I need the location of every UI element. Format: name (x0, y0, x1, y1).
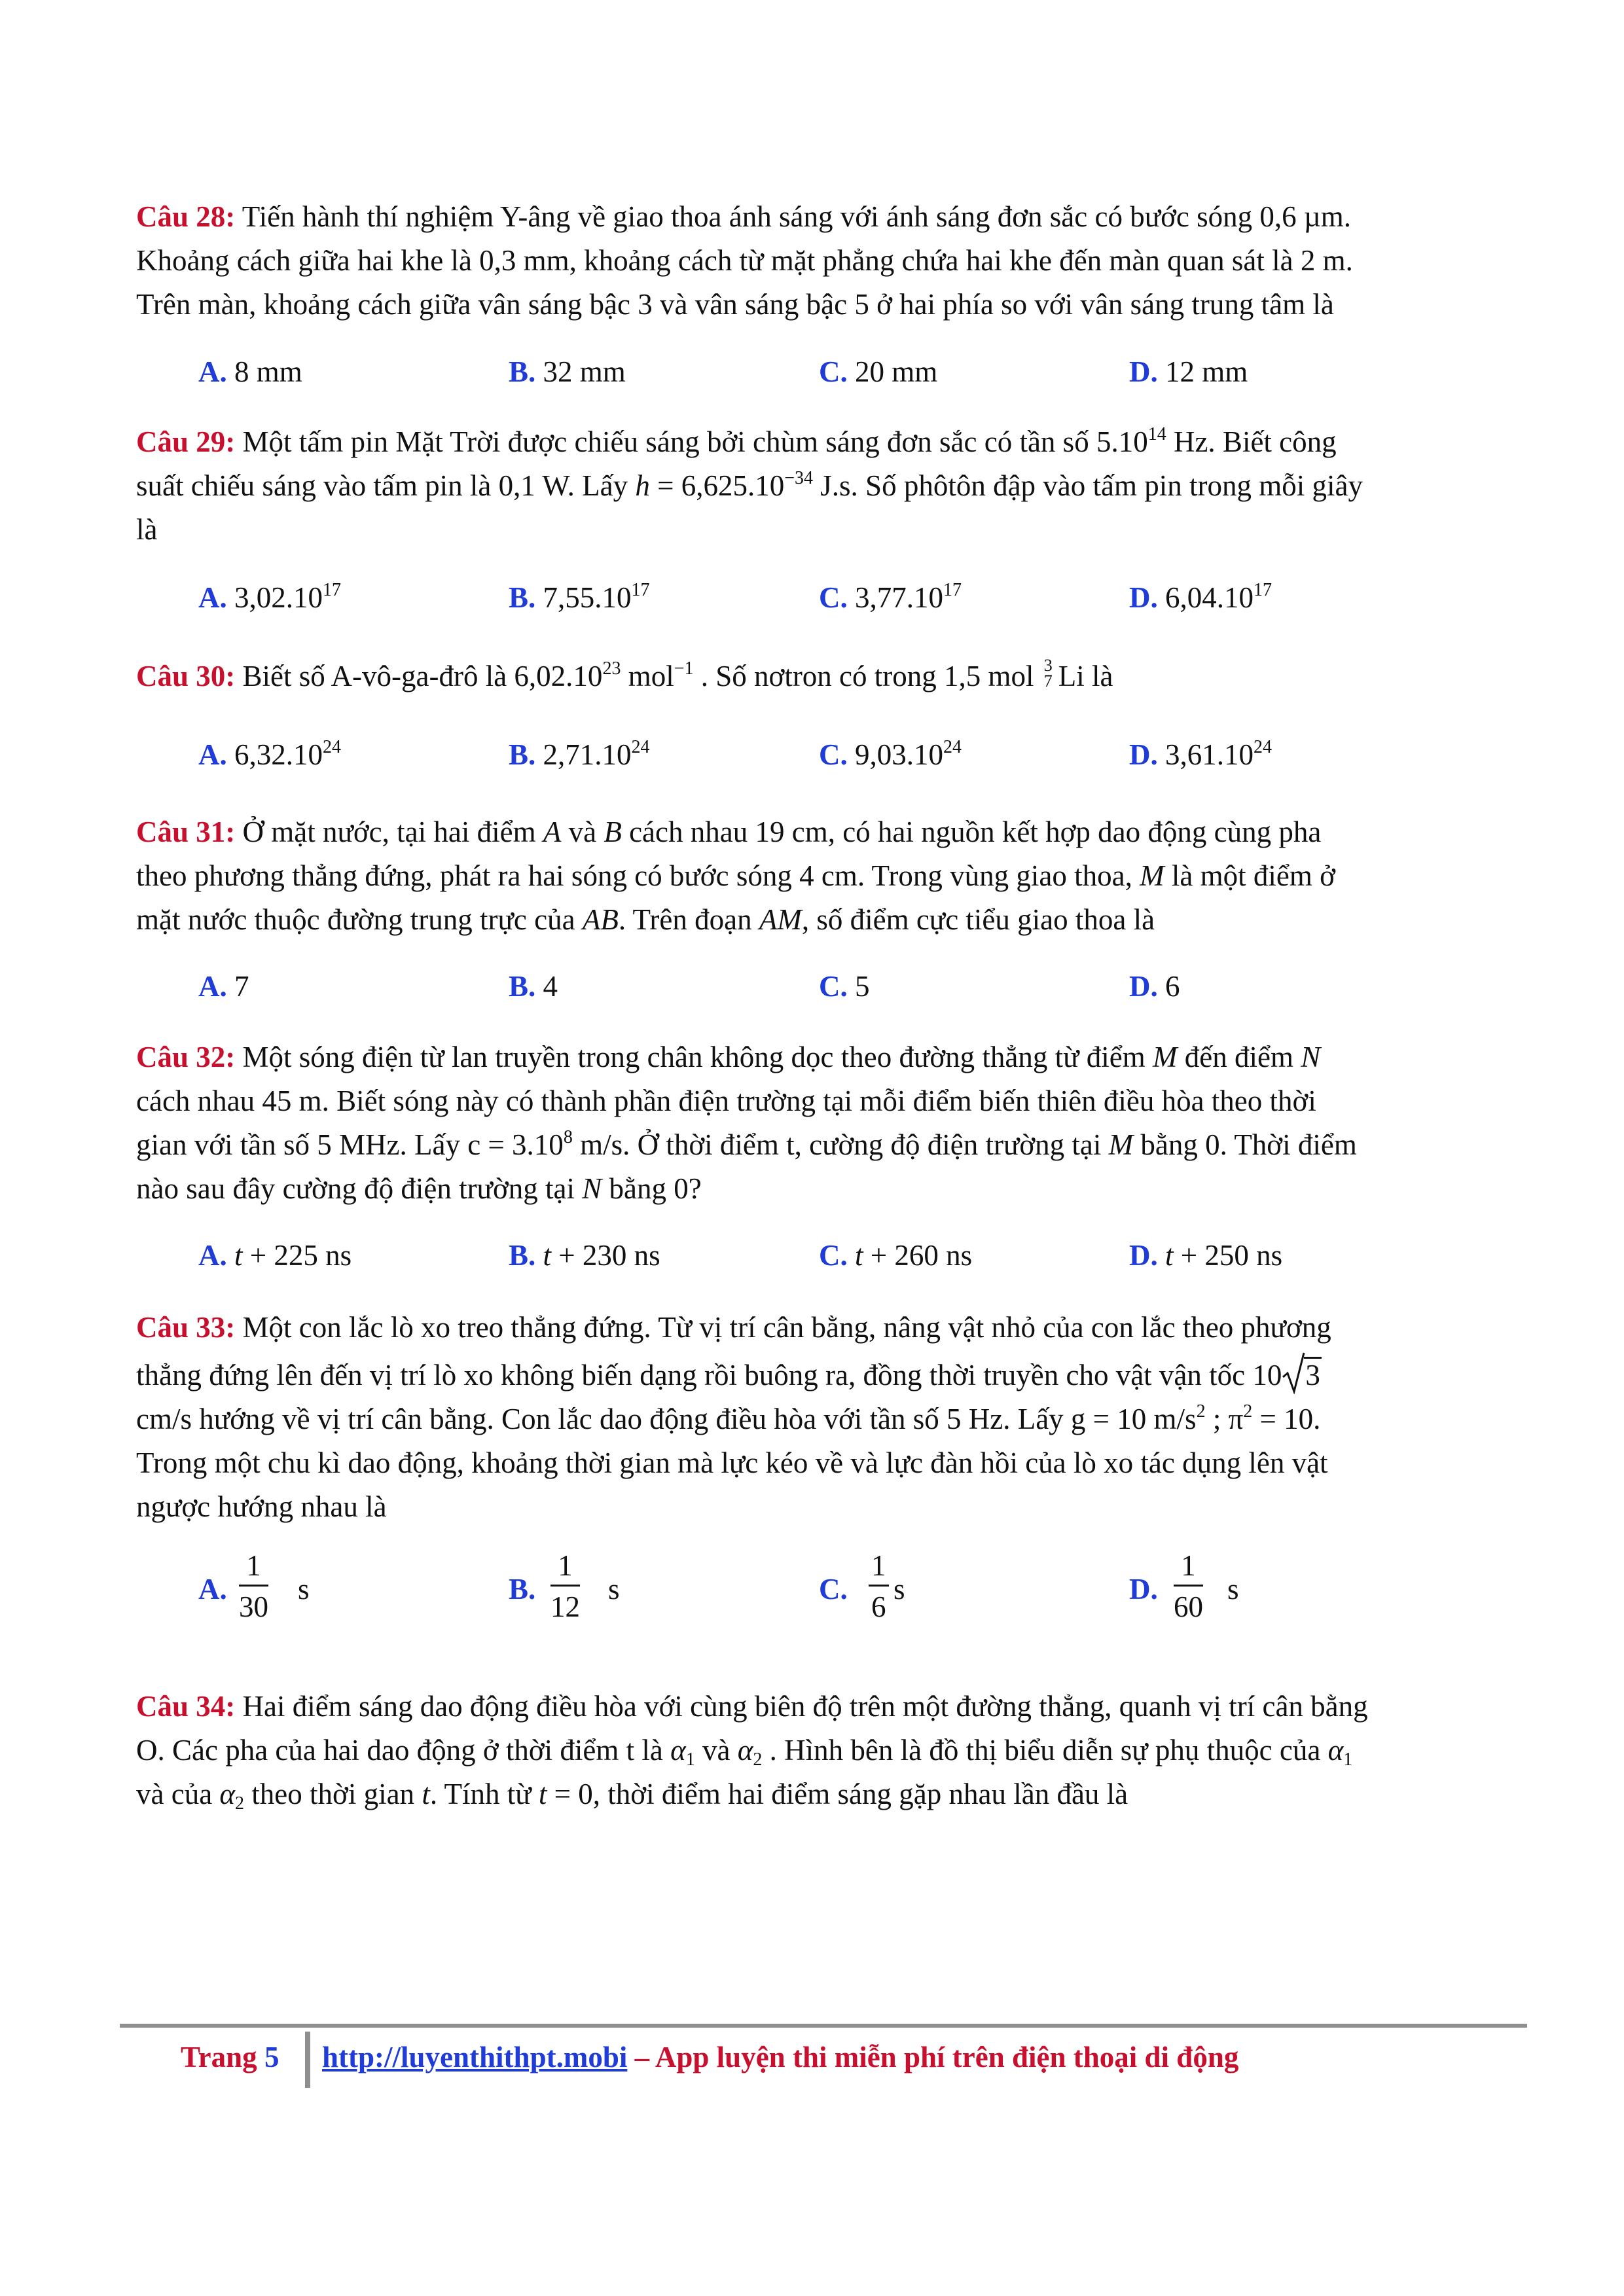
options-29 (198, 576, 1475, 620)
time-symbol: t (1165, 1239, 1174, 1272)
option-text: 3,02.10 (226, 581, 323, 614)
option-label: D. (1129, 738, 1158, 771)
question-text: . Số nơtron có trong 1,5 mol (693, 660, 1041, 692)
options-31 (198, 965, 1475, 1009)
option-d[interactable] (1129, 1549, 1260, 1623)
footer-divider (120, 2024, 1527, 2028)
option-text: 6 (1157, 970, 1180, 1003)
option-c[interactable] (819, 576, 962, 620)
radicand: 3 (1304, 1357, 1322, 1391)
question-label: Câu 28: (136, 200, 236, 233)
segment-ab: AB (582, 903, 619, 936)
exponent: 24 (631, 737, 650, 757)
option-label: A. (198, 1239, 227, 1272)
numerator: 1 (239, 1547, 268, 1587)
option-label: C. (819, 738, 848, 771)
option-b[interactable] (509, 576, 650, 620)
question-text: gian với tần số 5 MHz. Lấy c = 3.10 (136, 1128, 564, 1161)
option-label: B. (509, 738, 536, 771)
exponent: 24 (1254, 737, 1272, 757)
option-b[interactable] (509, 350, 626, 394)
time-symbol: t (538, 1778, 547, 1810)
option-c[interactable] (819, 350, 937, 394)
option-c[interactable] (819, 1234, 972, 1278)
option-label: A. (198, 970, 227, 1003)
fraction (550, 1547, 580, 1627)
page-word: Trang (181, 2041, 264, 2073)
fraction (239, 1547, 268, 1627)
option-label: B. (509, 970, 536, 1003)
numerator: 1 (869, 1547, 889, 1587)
symbol-h: h (635, 469, 650, 502)
question-34 (136, 1685, 1511, 1816)
question-label: Câu 33: (136, 1311, 236, 1344)
atomic-number: 7 (1043, 672, 1053, 691)
question-text: Một sóng điện từ lan truyền trong chân không dọc theo đường thẳng từ điểm (235, 1041, 1153, 1073)
option-a[interactable] (198, 965, 249, 1009)
option-text: + 260 ns (863, 1239, 973, 1272)
question-text: cách nhau 19 cm, có hai nguồn kết hợp dao động cùng pha (621, 816, 1322, 848)
option-b[interactable] (509, 965, 558, 1009)
question-text: = 0, thời điểm hai điểm sáng gặp nhau lần đầu là (547, 1778, 1128, 1810)
nuclide-notation (1041, 657, 1058, 690)
options-32 (198, 1234, 1475, 1278)
question-text: theo phương thẳng đứng, phát ra hai sóng có bước sóng 4 cm. Trong vùng giao thoa, (136, 859, 1140, 892)
question-text: , số điểm cực tiểu giao thoa là (801, 903, 1155, 936)
denominator: 30 (239, 1590, 268, 1623)
option-c[interactable] (819, 1549, 950, 1623)
exponent: 24 (323, 737, 341, 757)
question-text: là một điểm ở (1164, 859, 1335, 892)
question-text: m/s. Ở thời điểm t, cường độ điện trường tại (572, 1128, 1109, 1161)
option-d[interactable] (1129, 576, 1272, 620)
option-text: 7,55.10 (535, 581, 632, 614)
option-a[interactable] (198, 1549, 329, 1623)
option-d[interactable] (1129, 733, 1272, 777)
exponent: 17 (631, 580, 650, 600)
option-text: 3,77.10 (847, 581, 943, 614)
point-n: N (582, 1172, 602, 1205)
unit: s (298, 1573, 310, 1605)
option-a[interactable] (198, 576, 341, 620)
question-text: O. Các pha của hai dao động ở thời điểm t là (136, 1734, 671, 1767)
footer-separator (305, 2032, 310, 2088)
question-text: ngược hướng nhau là (136, 1490, 387, 1523)
question-30 (136, 655, 1511, 698)
denominator: 60 (1174, 1590, 1203, 1623)
question-text: . Tính từ (429, 1778, 539, 1810)
point-m: M (1153, 1041, 1178, 1073)
fraction (869, 1547, 889, 1627)
alpha-symbol: α (219, 1778, 236, 1810)
option-label: C. (819, 355, 848, 388)
options-28 (198, 350, 1475, 394)
question-text: ; π (1205, 1403, 1244, 1435)
mass-number: 3 (1043, 656, 1053, 675)
question-text: Hai điểm sáng dao động điều hòa với cùng biên độ trên một đường thẳng, quanh vị trí cân bằng (235, 1690, 1368, 1723)
question-text: Biết số A-vô-ga-đrô là 6,02.10 (235, 660, 603, 692)
question-28 (136, 195, 1511, 327)
option-a[interactable] (198, 350, 302, 394)
question-label: Câu 34: (136, 1690, 236, 1723)
question-text: = 6,625.10 (649, 469, 785, 502)
alpha-symbol: α (737, 1734, 753, 1767)
question-text: bằng 0? (602, 1172, 702, 1205)
time-symbol: t (234, 1239, 243, 1272)
subscript: 2 (753, 1749, 763, 1770)
option-c[interactable] (819, 733, 962, 777)
question-text: và (695, 1734, 738, 1767)
fraction (1174, 1547, 1203, 1627)
exponent: 2 (1196, 1401, 1206, 1422)
option-label: A. (198, 581, 227, 614)
option-label: D. (1129, 355, 1158, 388)
question-text: là (136, 513, 158, 546)
numerator: 1 (550, 1547, 580, 1587)
exponent: 8 (563, 1127, 573, 1147)
numerator: 1 (1174, 1547, 1203, 1587)
question-text: mol (621, 660, 674, 692)
option-b[interactable] (509, 733, 650, 777)
point-a: A (543, 816, 562, 848)
alpha-symbol: α (1327, 1734, 1344, 1767)
question-text: Trên màn, khoảng cách giữa vân sáng bậc 3 và vân sáng bậc 5 ở hai phía so với vân sáng trung tâm là (136, 288, 1334, 321)
option-b[interactable] (509, 1549, 640, 1623)
point-b: B (604, 816, 622, 848)
option-text: 32 mm (535, 355, 626, 388)
time-symbol: t (422, 1778, 430, 1810)
option-text: 5 (847, 970, 870, 1003)
point-m: M (1140, 859, 1164, 892)
unit: s (608, 1573, 620, 1605)
question-text: mặt nước thuộc đường trung trực của (136, 903, 583, 936)
question-text: . Hình bên là đồ thị biểu diễn sự phụ thuộc của (762, 1734, 1328, 1767)
option-text: 3,61.10 (1157, 738, 1254, 771)
question-text: cách nhau 45 m. Biết sóng này có thành phần điện trường tại mỗi điểm biến thiên điều hòa theo thời (136, 1085, 1316, 1117)
exponent: 17 (943, 580, 962, 600)
option-label: C. (819, 970, 848, 1003)
sqrt-expression (1282, 1354, 1322, 1397)
question-text: . Trên đoạn (618, 903, 759, 936)
point-m: M (1108, 1128, 1134, 1161)
time-symbol: t (855, 1239, 863, 1272)
option-label: A. (198, 738, 227, 771)
question-text: Trong một chu kì dao động, khoảng thời gian mà lực kéo về và lực đàn hồi của lò xo tác dụng lên vật (136, 1446, 1328, 1479)
option-label: B. (509, 1573, 536, 1605)
option-label: A. (198, 1573, 227, 1605)
option-text: 12 mm (1157, 355, 1248, 388)
question-label: Câu 30: (136, 660, 236, 692)
question-text: đến điểm (1177, 1041, 1301, 1073)
segment-am: AM (759, 903, 802, 936)
exponent: 24 (943, 737, 962, 757)
option-label: C. (819, 1239, 848, 1272)
option-text: 2,71.10 (535, 738, 632, 771)
page-num: 5 (264, 2041, 280, 2073)
exponent: 14 (1147, 424, 1166, 444)
question-text: Một tấm pin Mặt Trời được chiếu sáng bởi chùm sáng đơn sắc có tần số 5.10 (235, 425, 1148, 458)
radical-sign (1282, 1351, 1305, 1394)
options-33 (198, 1549, 1475, 1623)
question-label: Câu 32: (136, 1041, 236, 1073)
unit: s (893, 1573, 905, 1605)
footer-tagline: – App luyện thi miễn phí trên điện thoại di động (627, 2041, 1239, 2073)
options-30 (198, 733, 1475, 777)
question-text: thẳng đứng lên đến vị trí lò xo không biến dạng rồi buông ra, đồng thời truyền cho vật vận tốc 10 (136, 1359, 1282, 1391)
exponent: −34 (784, 468, 814, 488)
denominator: 12 (550, 1590, 580, 1623)
subscript: 1 (685, 1749, 695, 1770)
exponent: 17 (323, 580, 341, 600)
question-29 (136, 420, 1511, 552)
footer-text (322, 2036, 1238, 2079)
question-text: cm/s hướng về vị trí cân bằng. Con lắc dao động điều hòa với tần số 5 Hz. Lấy g = 10 m/s (136, 1403, 1197, 1435)
option-text: 8 mm (226, 355, 302, 388)
option-c[interactable] (819, 965, 870, 1009)
question-text: = 10. (1252, 1403, 1321, 1435)
alpha-symbol: α (670, 1734, 686, 1767)
option-b[interactable] (509, 1234, 660, 1278)
option-a[interactable] (198, 733, 341, 777)
question-text: Li là (1058, 660, 1113, 692)
question-label: Câu 31: (136, 816, 236, 848)
option-d[interactable] (1129, 1234, 1282, 1278)
exponent: 23 (602, 658, 621, 679)
question-text: nào sau đây cường độ điện trường tại (136, 1172, 583, 1205)
question-text: bằng 0. Thời điểm (1133, 1128, 1357, 1161)
option-label: B. (509, 355, 536, 388)
question-text: và (561, 816, 604, 848)
footer-page-number (181, 2036, 279, 2079)
exponent: 17 (1254, 580, 1272, 600)
option-label: C. (819, 1573, 848, 1605)
option-text: 9,03.10 (847, 738, 943, 771)
denominator: 6 (871, 1590, 886, 1623)
question-33 (136, 1306, 1511, 1529)
point-n: N (1301, 1041, 1321, 1073)
option-text: + 230 ns (551, 1239, 660, 1272)
option-text: 4 (535, 970, 558, 1003)
question-text: suất chiếu sáng vào tấm pin là 0,1 W. Lấy (136, 469, 636, 502)
subscript: 2 (235, 1793, 245, 1814)
option-label: A. (198, 355, 227, 388)
option-label: B. (509, 581, 536, 614)
option-label: C. (819, 581, 848, 614)
question-text: Khoảng cách giữa hai khe là 0,3 mm, khoảng cách từ mặt phẳng chứa hai khe đến màn quan sát là 2 m. (136, 244, 1353, 277)
question-text: Một con lắc lò xo treo thẳng đứng. Từ vị trí cân bằng, nâng vật nhỏ của con lắc theo phương (235, 1311, 1331, 1344)
question-label: Câu 29: (136, 425, 236, 458)
option-label: B. (509, 1239, 536, 1272)
question-31 (136, 810, 1511, 942)
exponent: 2 (1243, 1401, 1253, 1422)
option-d[interactable] (1129, 965, 1180, 1009)
option-text: 6,04.10 (1157, 581, 1254, 614)
option-text: 20 mm (847, 355, 938, 388)
question-text: J.s. Số phôtôn đập vào tấm pin trong mỗi giây (813, 469, 1363, 502)
option-text: + 250 ns (1173, 1239, 1283, 1272)
footer-link[interactable]: http://luyenthithpt.mobi (322, 2041, 628, 2073)
option-label: D. (1129, 970, 1158, 1003)
question-32 (136, 1035, 1511, 1211)
option-a[interactable] (198, 1234, 352, 1278)
option-text: + 225 ns (242, 1239, 352, 1272)
question-text: Hz. Biết công (1166, 425, 1337, 458)
option-label: D. (1129, 581, 1158, 614)
option-label: D. (1129, 1239, 1158, 1272)
question-text: Ở mặt nước, tại hai điểm (235, 816, 543, 848)
option-text: 6,32.10 (226, 738, 323, 771)
question-text: và của (136, 1778, 220, 1810)
question-text: Tiến hành thí nghiệm Y-âng về giao thoa ánh sáng với ánh sáng đơn sắc có bước sóng 0,6 µm. (235, 200, 1352, 233)
option-d[interactable] (1129, 350, 1248, 394)
subscript: 1 (1343, 1749, 1353, 1770)
unit: s (1227, 1573, 1239, 1605)
option-text: 7 (226, 970, 249, 1003)
question-text: theo thời gian (244, 1778, 422, 1810)
exponent: −1 (674, 658, 694, 679)
option-label: D. (1129, 1573, 1158, 1605)
time-symbol: t (543, 1239, 552, 1272)
